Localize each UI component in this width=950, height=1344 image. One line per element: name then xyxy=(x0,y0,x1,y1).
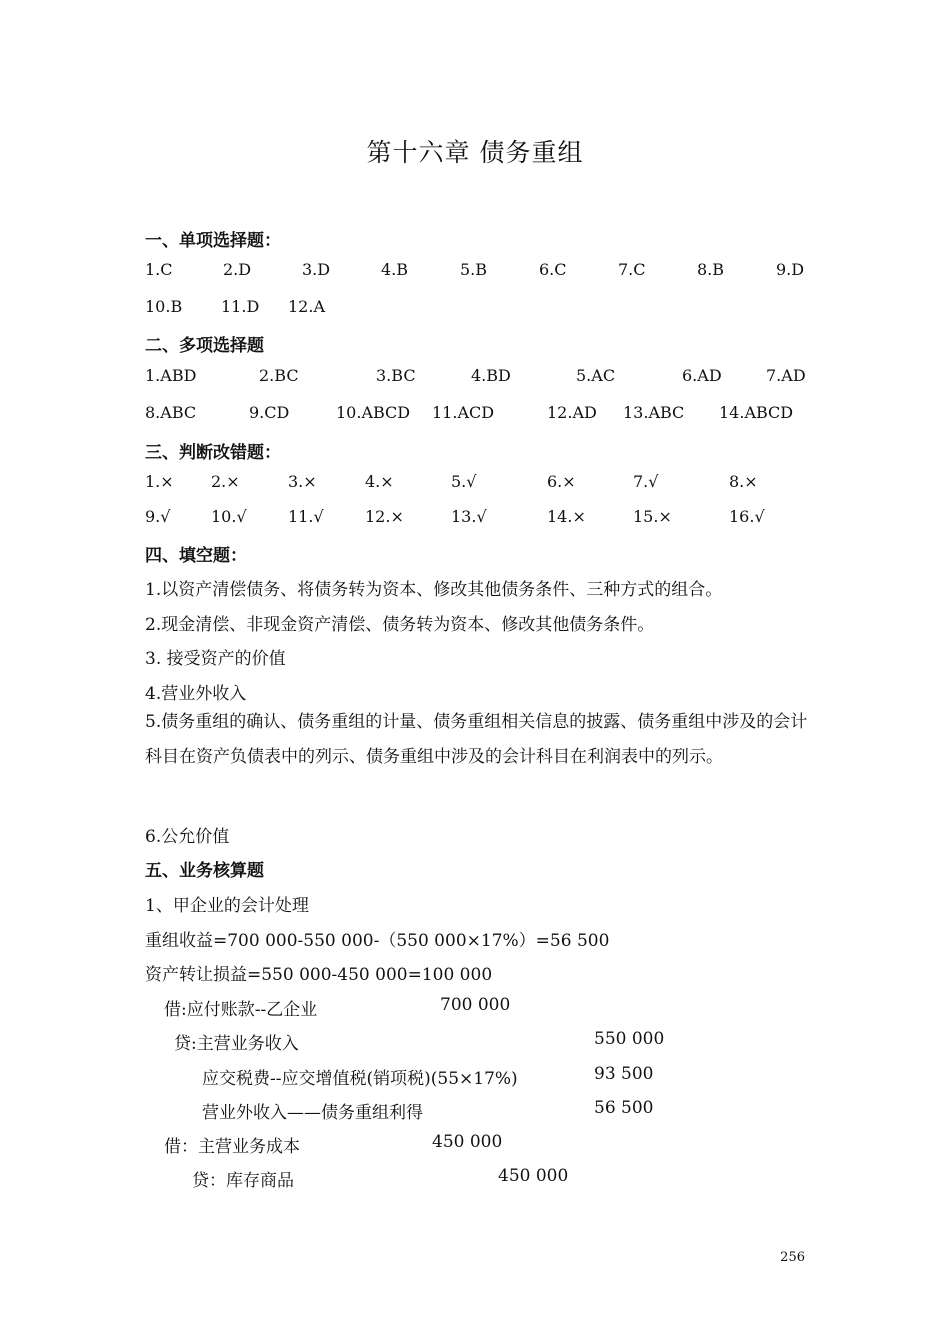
answer-item: 9.CD xyxy=(249,403,290,422)
fill-answer: 2.现金清偿、非现金资产清偿、债务转为资本、修改其他债务条件。 xyxy=(145,615,655,635)
calculation-line: 重组收益=700 000-550 000-（550 000×17%）=56 500 xyxy=(145,931,610,951)
journal-entry-label: 借:应付账款--乙企业 xyxy=(164,1000,318,1020)
journal-entry-amount: 450 000 xyxy=(432,1132,503,1152)
answer-item: 1.C xyxy=(145,260,173,279)
journal-entry-label: 借：主营业务成本 xyxy=(164,1137,300,1157)
answer-item: 2.× xyxy=(211,472,240,491)
answer-item: 11.D xyxy=(221,297,260,316)
calculation-line: 资产转让损益=550 000-450 000=100 000 xyxy=(145,965,493,985)
journal-entry-amount: 56 500 xyxy=(594,1098,654,1118)
section-heading-fill-blank: 四、填空题： xyxy=(145,546,247,566)
answer-item: 1.ABD xyxy=(145,366,197,385)
journal-entry-amount: 700 000 xyxy=(440,995,511,1015)
section-heading-true-false: 三、判断改错题： xyxy=(145,443,281,463)
answer-item: 12.A xyxy=(288,297,325,316)
answer-item: 8.× xyxy=(729,472,758,491)
answer-item: 4.BD xyxy=(471,366,511,385)
journal-entry-label: 营业外收入——债务重组利得 xyxy=(202,1103,423,1123)
fill-answer: 3. 接受资产的价值 xyxy=(145,649,286,669)
answer-item: 15.× xyxy=(633,507,672,526)
answer-item: 6.C xyxy=(539,260,567,279)
answer-item: 10.√ xyxy=(211,507,247,526)
answer-item: 8.ABC xyxy=(145,403,197,422)
subheading: 1、甲企业的会计处理 xyxy=(145,896,309,916)
answer-item: 7.C xyxy=(618,260,646,279)
answer-item: 14.ABCD xyxy=(719,403,794,422)
answer-item: 2.D xyxy=(223,260,252,279)
chapter-title: 第十六章 债务重组 xyxy=(366,138,584,167)
answer-item: 10.B xyxy=(145,297,183,316)
answer-item: 6.AD xyxy=(682,366,722,385)
fill-answer: 5.债务重组的确认、债务重组的计量、债务重组相关信息的披露、债务重组中涉及的会计科目在资产负债表中的列示、债务重组中涉及的会计科目在利润表中的列示。 xyxy=(145,712,808,767)
answer-item: 7.AD xyxy=(766,366,806,385)
answer-item: 8.B xyxy=(697,260,725,279)
answer-item: 14.× xyxy=(547,507,586,526)
answer-item: 10.ABCD xyxy=(336,403,411,422)
answer-item: 9.D xyxy=(776,260,805,279)
section-heading-accounting: 五、业务核算题 xyxy=(145,861,264,881)
fill-answer: 6.公允价值 xyxy=(145,827,230,847)
answer-item: 12.× xyxy=(365,507,404,526)
answer-item: 12.AD xyxy=(547,403,597,422)
answer-item: 3.D xyxy=(302,260,331,279)
journal-entry-label: 贷:主营业务收入 xyxy=(174,1034,299,1054)
answer-item: 11.√ xyxy=(288,507,324,526)
answer-item: 3.BC xyxy=(376,366,416,385)
answer-item: 16.√ xyxy=(729,507,765,526)
answer-item: 9.√ xyxy=(145,507,171,526)
answer-item: 13.√ xyxy=(451,507,487,526)
answer-item: 2.BC xyxy=(259,366,299,385)
journal-entry-label: 贷：库存商品 xyxy=(192,1171,294,1191)
answer-item: 5.B xyxy=(460,260,488,279)
fill-answer: 4.营业外收入 xyxy=(145,684,247,704)
section-heading-single-choice: 一、单项选择题： xyxy=(145,231,281,251)
section-heading-multiple-choice: 二、多项选择题 xyxy=(145,336,264,356)
answer-item: 4.B xyxy=(381,260,409,279)
answer-item: 5.√ xyxy=(451,472,477,491)
fill-answer: 1.以资产清偿债务、将债务转为资本、修改其他债务条件、三种方式的组合。 xyxy=(145,580,723,600)
answer-item: 1.× xyxy=(145,472,174,491)
answer-item: 5.AC xyxy=(576,366,616,385)
answer-item: 6.× xyxy=(547,472,576,491)
page-number: 256 xyxy=(780,1250,805,1265)
answer-item: 4.× xyxy=(365,472,394,491)
journal-entry-label: 应交税费--应交增值税(销项税)(55×17%) xyxy=(202,1069,518,1089)
journal-entry-amount: 550 000 xyxy=(594,1029,665,1049)
answer-item: 11.ACD xyxy=(432,403,495,422)
answer-item: 3.× xyxy=(288,472,317,491)
answer-item: 7.√ xyxy=(633,472,659,491)
journal-entry-amount: 93 500 xyxy=(594,1064,654,1084)
journal-entry-amount: 450 000 xyxy=(498,1166,569,1186)
answer-item: 13.ABC xyxy=(623,403,685,422)
